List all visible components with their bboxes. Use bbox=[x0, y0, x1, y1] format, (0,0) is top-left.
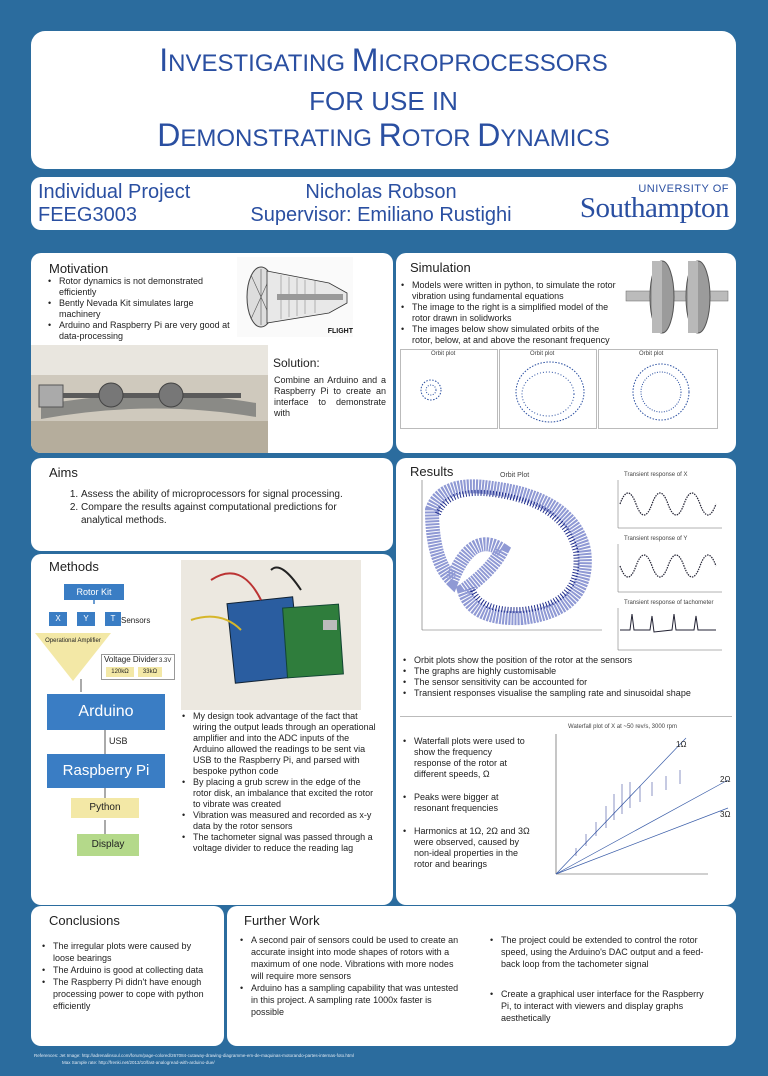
motivation-list bbox=[47, 276, 232, 342]
methods-panel bbox=[31, 554, 393, 905]
usb-label: USB bbox=[109, 736, 128, 746]
transient-x: Transient response of X bbox=[610, 472, 724, 532]
sim-orbit-at: Orbit plot bbox=[499, 349, 597, 429]
harmonic-1-label: 1Ω bbox=[676, 740, 687, 749]
list-item: • A second pair of sensors could be used to create an accurate insight into mode shapes of rotors with a maximum of one node. Vibrations with more nodes will require more sensors bbox=[239, 934, 459, 982]
list-item: • Orbit plots show the position of the rotor at the sensors bbox=[402, 655, 732, 666]
list-item: • Waterfall plots were used to show the frequency response of the rotor at different speeds, Ω bbox=[402, 736, 530, 780]
list-item: • The Raspberry Pi didn't have enough processing power to cope with python efficiently bbox=[41, 976, 205, 1012]
rotor-cad-image bbox=[622, 257, 732, 337]
raspberry-pi-box: Raspberry Pi bbox=[47, 754, 165, 788]
sensor-t-box: T bbox=[105, 612, 121, 626]
solution-heading: Solution: bbox=[273, 356, 320, 370]
sensor-x-box: X bbox=[49, 612, 67, 626]
info-panel bbox=[31, 177, 736, 230]
logo-main-text: Southampton bbox=[579, 192, 729, 224]
list-item: • The images below show simulated orbits of the rotor, below, at and above the resonant frequency bbox=[400, 324, 618, 346]
voltage-divider-label: Voltage Divider bbox=[104, 655, 158, 664]
further-work-col-1 bbox=[239, 934, 459, 1018]
harmonic-3-label: 3Ω bbox=[720, 810, 731, 819]
logo-top-text: UNIVERSITY OF bbox=[638, 183, 729, 195]
conclusions-panel bbox=[31, 906, 224, 1046]
aims-list bbox=[81, 488, 381, 527]
title-line-2: FOR USE IN bbox=[309, 86, 458, 116]
list-item: • Rotor dynamics is not demonstrated efficiently bbox=[47, 276, 232, 298]
jet-engine-image bbox=[237, 257, 353, 337]
rotor-kit-photo bbox=[31, 345, 268, 453]
block-diagram bbox=[31, 578, 181, 898]
list-item: • The image to the right is a simplified model of the rotor drawn in solidworks bbox=[400, 302, 618, 324]
sensor-y-box: Y bbox=[77, 612, 95, 626]
conclusions-heading: Conclusions bbox=[49, 913, 120, 928]
list-item: • The irregular plots were caused by loose bearings bbox=[41, 940, 205, 964]
arduino-box: Arduino bbox=[47, 694, 165, 730]
methods-list bbox=[181, 711, 379, 854]
reference-1: References: Jet Image: http://adrenalinsoul.com/forum/page-colored/267084-cutaway-drawing-diagramme-em-de-maquinas-motorando-partes-internas-foto.html bbox=[34, 1053, 354, 1058]
results-divider bbox=[400, 716, 732, 717]
title-line-1: INVESTIGATING MICROPROCESSORS bbox=[159, 42, 608, 78]
list-item: • The tachometer signal was passed through a voltage divider to reduce the reading lag bbox=[181, 832, 379, 854]
list-item: • Create a graphical user interface for the Raspberry Pi, to interact with viewers and display graphs aesthetically bbox=[489, 988, 709, 1024]
list-item: • Harmonics at 1Ω, 2Ω and 3Ω were observed, caused by non-ideal properties in the rotor and bearings bbox=[402, 826, 530, 870]
motivation-heading: Motivation bbox=[49, 261, 109, 276]
further-work-panel bbox=[227, 906, 736, 1046]
list-item: • The project could be extended to control the rotor speed, using the Arduino's DAC output and a feed-back loop from the tachometer signal bbox=[489, 934, 709, 970]
title-line-3: DEMONSTRATING ROTOR DYNAMICS bbox=[157, 117, 610, 153]
list-item: • Vibration was measured and recorded as x-y data by the rotor sensors bbox=[181, 810, 379, 832]
list-item: • Bently Nevada Kit simulates large machinery bbox=[47, 298, 232, 320]
further-work-col-2 bbox=[489, 934, 709, 1024]
transient-tachometer: Transient response of tachometer bbox=[610, 600, 724, 654]
title-panel bbox=[31, 31, 736, 169]
waterfall-plot: Waterfall plot of X at ~50 rev/s, 3000 rpm 1Ω 2Ω 3Ω bbox=[536, 724, 732, 884]
further-work-heading: Further Work bbox=[244, 913, 320, 928]
conclusions-list bbox=[41, 940, 205, 1012]
rotor-kit-box: Rotor Kit bbox=[64, 584, 124, 600]
project-label: Individual Project bbox=[38, 181, 191, 203]
simulation-list bbox=[400, 280, 618, 346]
list-item: • Peaks were bigger at resonant frequencies bbox=[402, 792, 530, 814]
list-item: • By placing a grub screw in the edge of the rotor disk, an imbalance that excited the rotor to vibrate was created bbox=[181, 777, 379, 810]
project-code: FEEG3003 bbox=[38, 204, 137, 226]
aims-panel bbox=[31, 458, 393, 551]
simulation-heading: Simulation bbox=[410, 260, 471, 275]
aims-heading: Aims bbox=[49, 465, 78, 480]
sensors-label: Sensors bbox=[121, 616, 151, 625]
list-item: • Transient responses visualise the sampling rate and sinusoidal shape bbox=[402, 688, 732, 699]
motivation-panel bbox=[31, 253, 393, 453]
engine-label: FLIGHT bbox=[327, 328, 353, 335]
reference-2: Max Sample rate: http://frenki.net/2013/10/fast-analogread-with-arduino-due/ bbox=[62, 1060, 215, 1065]
results-heading: Results bbox=[410, 464, 454, 479]
list-item: • Models were written in python, to simulate the rotor vibration using fundamental equations bbox=[400, 280, 618, 302]
list-item: • My design took advantage of the fact that wiring the output leads through an operational amplifier and into the ADC inputs of the Arduino allowed the readings to be sent via USB to the Raspberry Pi, and parsed with bespoke python code bbox=[181, 711, 379, 777]
orbit-plot: Orbit Plot bbox=[402, 470, 608, 645]
hardware-photo bbox=[181, 560, 361, 710]
results-panel bbox=[396, 458, 736, 905]
harmonic-2-label: 2Ω bbox=[720, 775, 731, 784]
op-amp-label: Operational Amplifier bbox=[45, 638, 101, 644]
university-logo bbox=[569, 183, 729, 225]
voltage-label: 3.3V bbox=[159, 658, 172, 664]
resistor-1: 120kΩ bbox=[106, 667, 134, 677]
resistor-2: 33kΩ bbox=[138, 667, 162, 677]
display-box: Display bbox=[77, 834, 139, 856]
list-item: • The sensor sensitivity can be accounted for bbox=[402, 677, 732, 688]
results-list bbox=[402, 655, 732, 699]
list-item: • The Arduino is good at collecting data bbox=[41, 964, 205, 976]
simulation-panel bbox=[396, 253, 736, 453]
supervisor-name: Supervisor: Emiliano Rustighi bbox=[250, 204, 512, 226]
list-item: • Arduino has a sampling capability that was untested in this project. A sampling rate 1000x faster is possible bbox=[239, 982, 459, 1018]
list-item: 2. Compare the results against computational predictions for analytical methods. bbox=[81, 501, 381, 527]
transient-y: Transient response of Y bbox=[610, 536, 724, 596]
list-item: • The graphs are highly customisable bbox=[402, 666, 732, 677]
list-item: • Arduino and Raspberry Pi are very good at data-processing bbox=[47, 320, 232, 342]
solution-text: Combine an Arduino and a Raspberry Pi to create an interface to demonstrate with bbox=[274, 375, 386, 418]
sim-orbit-above: Orbit plot bbox=[598, 349, 718, 429]
author-name: Nicholas Robson bbox=[305, 181, 457, 203]
waterfall-list bbox=[402, 736, 530, 870]
list-item: 1. Assess the ability of microprocessors for signal processing. bbox=[81, 488, 381, 501]
sim-orbit-below: Orbit plot bbox=[400, 349, 498, 429]
references bbox=[34, 1052, 734, 1066]
methods-heading: Methods bbox=[49, 559, 99, 574]
python-box: Python bbox=[71, 798, 139, 818]
